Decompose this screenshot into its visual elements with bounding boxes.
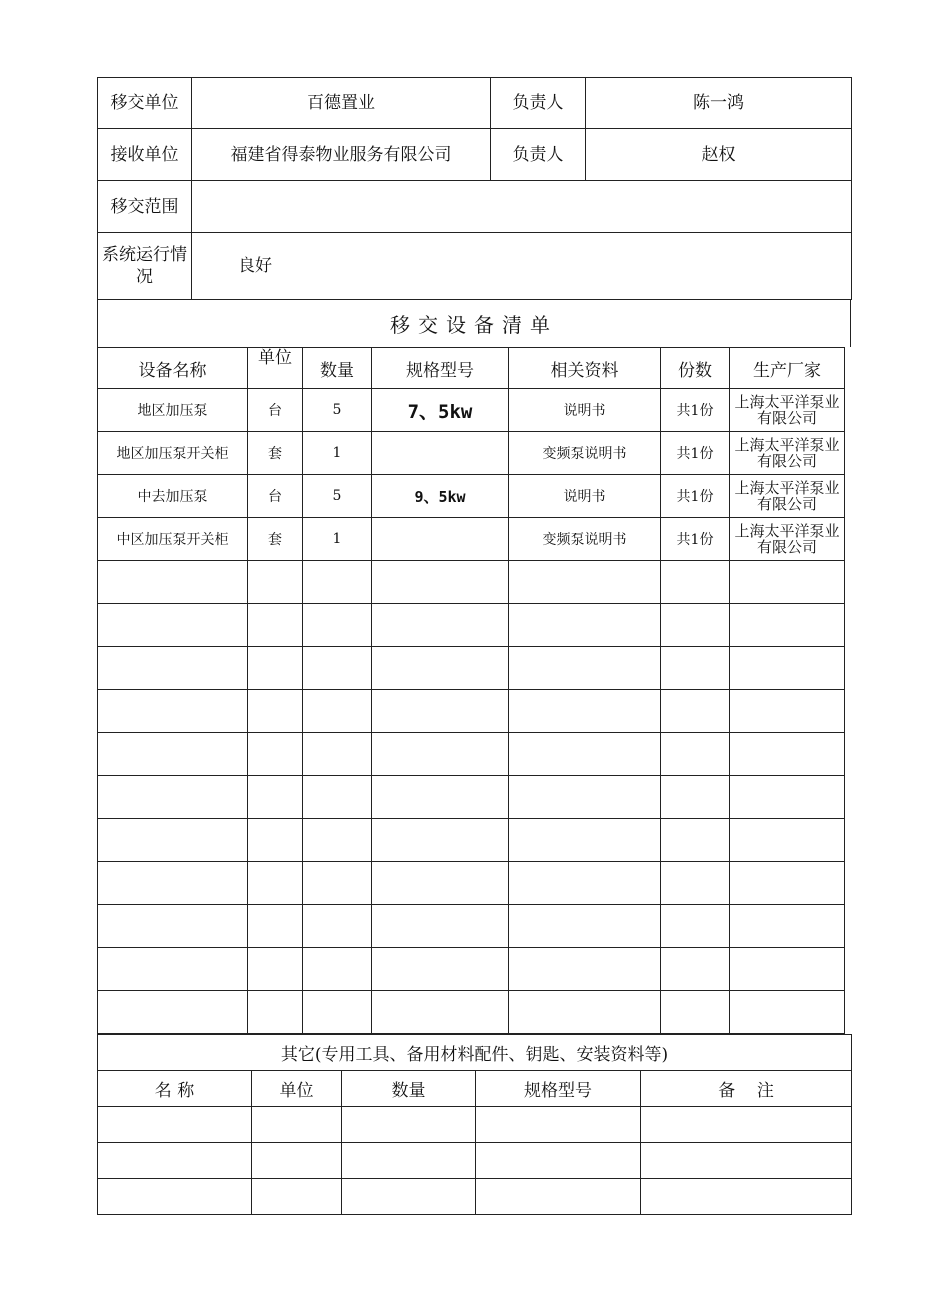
from-unit-value: 百德置业 [192, 78, 491, 129]
table-row [98, 475, 845, 518]
equipment-spec: 9、5kw [372, 475, 509, 518]
other-items-title: 其它(专用工具、备用材料配件、钥匙、安装资料等) [98, 1035, 852, 1071]
table-row [98, 432, 845, 475]
equipment-docs: 说明书 [509, 389, 661, 432]
header-cell: 生产厂家 [730, 348, 845, 389]
empty-row [98, 604, 845, 647]
header-cell: 相关资料 [509, 348, 661, 389]
equipment-name: 地区加压泵开关柜 [98, 432, 248, 475]
empty-row [98, 991, 845, 1034]
equipment-copies: 共1份 [661, 518, 730, 561]
to-person-value: 赵权 [586, 129, 852, 181]
from-person-value: 陈一鸿 [586, 78, 852, 129]
equipment-copies: 共1份 [661, 475, 730, 518]
header-cell: 单位 [248, 348, 303, 389]
equipment-unit: 台 [248, 475, 303, 518]
other-items-table [97, 1034, 852, 1215]
empty-row [98, 690, 845, 733]
equipment-header-row [98, 348, 845, 389]
header-cell: 名 称 [98, 1071, 252, 1107]
equipment-name: 中区加压泵开关柜 [98, 518, 248, 561]
empty-row [98, 1179, 852, 1215]
scope-value [192, 181, 852, 233]
empty-row [98, 561, 845, 604]
empty-row [98, 819, 845, 862]
table-row [98, 389, 845, 432]
empty-row [98, 776, 845, 819]
equipment-docs: 说明书 [509, 475, 661, 518]
equipment-title-table [97, 299, 851, 347]
empty-row [98, 948, 845, 991]
equipment-spec [372, 432, 509, 475]
from-person-label: 负责人 [491, 78, 586, 129]
equipment-qty: 5 [303, 475, 372, 518]
equipment-vendor: 上海太平洋泵业有限公司 [730, 389, 845, 432]
equipment-copies: 共1份 [661, 389, 730, 432]
to-person-label: 负责人 [491, 129, 586, 181]
scope-label: 移交范围 [98, 181, 192, 233]
empty-row [98, 1107, 852, 1143]
equipment-spec [372, 518, 509, 561]
equipment-name: 中去加压泵 [98, 475, 248, 518]
empty-row [98, 733, 845, 776]
header-cell: 规格型号 [372, 348, 509, 389]
equipment-name: 地区加压泵 [98, 389, 248, 432]
from-unit-label: 移交单位 [98, 78, 192, 129]
empty-row [98, 905, 845, 948]
equipment-qty: 5 [303, 389, 372, 432]
header-cell: 设备名称 [98, 348, 248, 389]
table-row [98, 518, 845, 561]
equipment-unit: 台 [248, 389, 303, 432]
empty-row [98, 647, 845, 690]
equipment-table [97, 347, 845, 1034]
equipment-vendor: 上海太平洋泵业有限公司 [730, 518, 845, 561]
handover-info-table [97, 77, 852, 300]
header-cell: 数量 [342, 1071, 476, 1107]
status-value: 良好 [192, 233, 852, 300]
equipment-copies: 共1份 [661, 432, 730, 475]
equipment-vendor: 上海太平洋泵业有限公司 [730, 475, 845, 518]
header-cell: 份数 [661, 348, 730, 389]
empty-row [98, 1143, 852, 1179]
header-cell: 单位 [252, 1071, 342, 1107]
status-label: 系统运行情况 [98, 233, 192, 300]
equipment-qty: 1 [303, 432, 372, 475]
equipment-qty: 1 [303, 518, 372, 561]
header-cell: 备 注 [641, 1071, 852, 1107]
header-cell: 数量 [303, 348, 372, 389]
equipment-docs: 变频泵说明书 [509, 432, 661, 475]
empty-row [98, 862, 845, 905]
equipment-unit: 套 [248, 518, 303, 561]
to-unit-label: 接收单位 [98, 129, 192, 181]
equipment-list-title: 移交设备清单 [98, 300, 851, 348]
equipment-unit: 套 [248, 432, 303, 475]
other-header-row [98, 1071, 852, 1107]
header-cell: 规格型号 [476, 1071, 641, 1107]
equipment-docs: 变频泵说明书 [509, 518, 661, 561]
equipment-vendor: 上海太平洋泵业有限公司 [730, 432, 845, 475]
to-unit-value: 福建省得泰物业服务有限公司 [192, 129, 491, 181]
equipment-spec: 7、5kw [372, 389, 509, 432]
